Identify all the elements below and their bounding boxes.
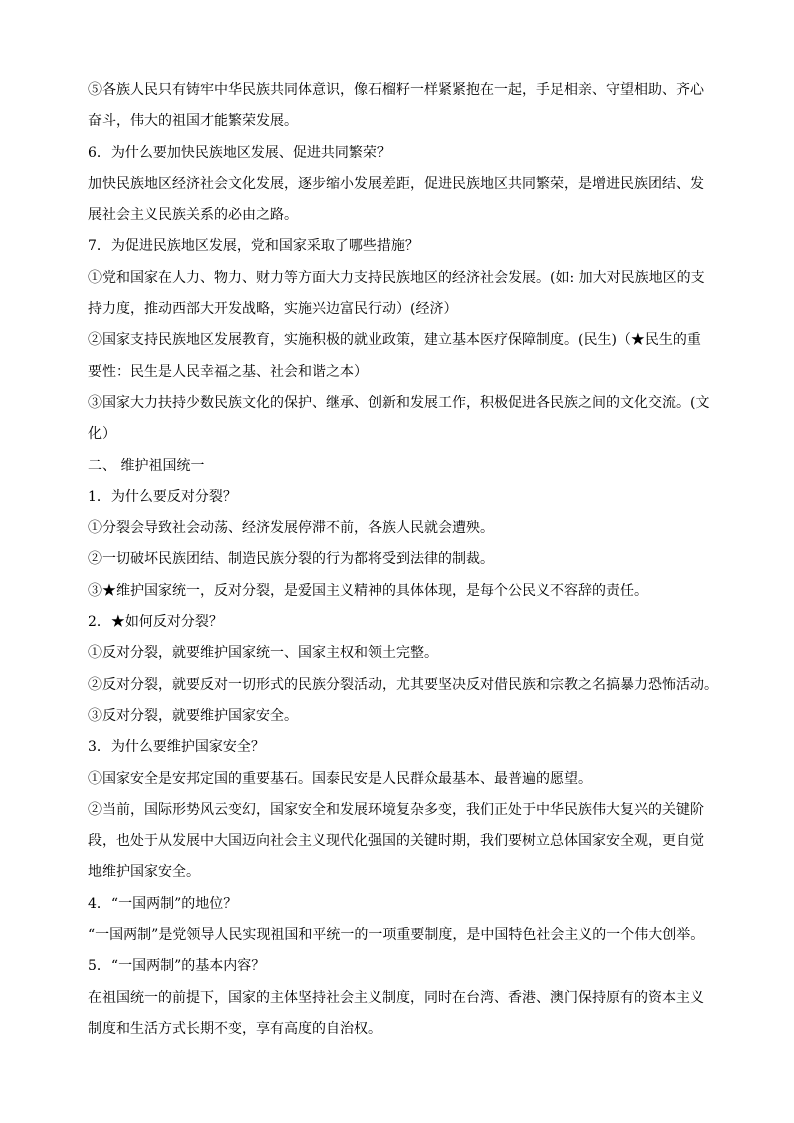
text-line: 奋斗，伟大的祖国才能繁荣发展。 [88, 113, 298, 130]
text-line: ①党和国家在人力、物力、财力等方面大力支持民族地区的经济社会发展。(如: 加大对民族地区的支 [88, 269, 705, 286]
text-line: 加快民族地区经济社会文化发展，逐步缩小发展差距，促进民族地区共同繁荣，是增进民族团结、发 [88, 175, 704, 192]
text-line: ③反对分裂，就要维护国家安全。 [88, 707, 298, 724]
text-line: 地维护国家安全。 [88, 864, 200, 881]
text-line: ①反对分裂，就要维护国家统一、国家主权和领土完整。 [88, 645, 438, 662]
text-line: 展社会主义民族关系的必由之路。 [88, 207, 298, 224]
text-line: ②反对分裂，就要反对一切形式的民族分裂活动，尤其要坚决反对借民族和宗教之名搞暴力恐怖活动。 [88, 676, 718, 693]
text-line: ①分裂会导致社会动荡、经济发展停滞不前，各族人民就会遭殃。 [88, 520, 494, 537]
document-body [88, 75, 718, 1045]
text-line: 制度和生活方式长期不变，享有高度的自治权。 [88, 1020, 382, 1037]
question-heading: 2．★如何反对分裂？ [88, 614, 223, 631]
section-heading: 二、 维护祖国统一 [88, 457, 205, 474]
text-line: ③★维护国家统一，反对分裂，是爱国主义精神的具体体现，是每个公民义不容辞的责任。 [88, 582, 648, 599]
question-heading: 3．为什么要维护国家安全？ [88, 739, 265, 756]
text-line: ⑤各族人民只有铸牢中华民族共同体意识，像石榴籽一样紧紧抱在一起，手足相亲、守望相助、齐心 [88, 82, 704, 98]
question-heading: 5．“一国两制”的基本内容？ [88, 958, 266, 975]
text-line: ③国家大力扶持少数民族文化的保护、继承、创新和发展工作，积极促进各民族之间的文化交流。(文 [88, 394, 710, 411]
text-line: 化） [88, 426, 116, 443]
text-line: ②当前，国际形势风云变幻，国家安全和发展环境复杂多变，我们正处于中华民族伟大复兴的关键阶 [88, 801, 704, 818]
text-line: 持力度，推动西部大开发战略，实施兴边富民行动）(经济） [88, 301, 458, 318]
question-heading: 1．为什么要反对分裂？ [88, 488, 237, 505]
text-line: 要性：民生是人民幸福之基、社会和谐之本） [88, 363, 368, 380]
question-heading: 7．为促进民族地区发展，党和国家采取了哪些措施？ [88, 238, 419, 255]
text-line: 段，也处于从发展中大国迈向社会主义现代化强国的关键时期，我们要树立总体国家安全观，更自觉 [88, 833, 704, 850]
text-line: 在祖国统一的前提下，国家的主体坚持社会主义制度，同时在台湾、香港、澳门保持原有的资本主义 [88, 989, 704, 1006]
text-line: ②国家支持民族地区发展教育，实施积极的就业政策，建立基本医疗保障制度。(民生)（★民生的重 [88, 332, 701, 349]
question-heading: 4．“一国两制”的地位？ [88, 895, 238, 912]
text-line: “一国两制”是党领导人民实现祖国和平统一的一项重要制度，是中国特色社会主义的一个伟大创举。 [88, 927, 705, 944]
text-line: ②一切破坏民族团结、制造民族分裂的行为都将受到法律的制裁。 [88, 551, 494, 568]
question-heading: 6．为什么要加快民族地区发展、促进共同繁荣？ [88, 144, 391, 161]
text-line: ①国家安全是安邦定国的重要基石。国泰民安是人民群众最基本、最普遍的愿望。 [88, 770, 592, 787]
